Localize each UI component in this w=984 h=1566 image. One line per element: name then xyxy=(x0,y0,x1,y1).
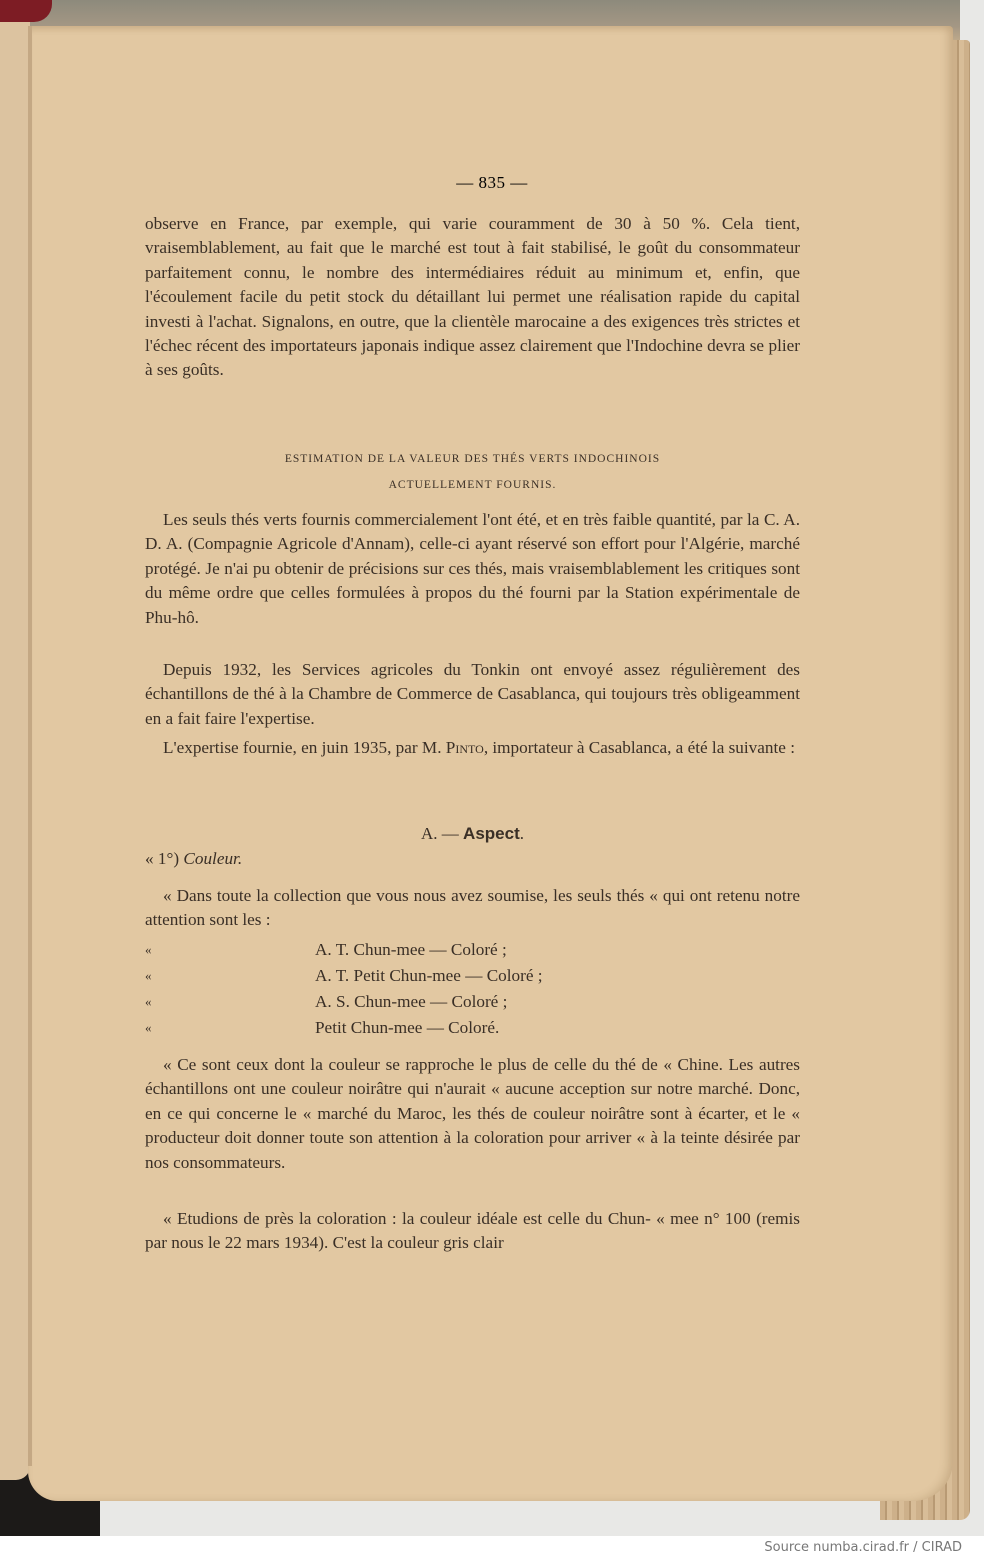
list-item-text: A. S. Chun-mee — Coloré ; xyxy=(315,992,508,1011)
quote-mark: « xyxy=(145,1020,152,1035)
section-suffix: . xyxy=(519,824,524,843)
section-title-text: Aspect xyxy=(463,824,520,843)
tea-list xyxy=(145,938,800,1042)
list-item xyxy=(145,1016,800,1042)
source-credit: Source numba.cirad.fr / CIRAD xyxy=(764,1540,962,1555)
list-item xyxy=(145,938,800,964)
quote-2: « Ce sont ceux dont la couleur se rapproche le plus de celle du thé de « Chine. Les autres échantillons ont une couleur noirâtre qui n'aurait « aucune acception sur notre marché. Donc, en ce qui concerne le « marché du Maroc, les thés de couleur noirâtre sont à écarter, et le « producteur doit donner toute son attention à la coloration pour arriver « à la teinte désirée par nos consommateurs. xyxy=(145,1055,800,1172)
quote-mark: « xyxy=(145,942,152,957)
paragraph-1: observe en France, par exemple, qui varie couramment de 30 à 50 %. Cela tient, vraisemblablement, au fait que le marché est tout à fait stabilisé, le goût du consommateur parfaitement connu, le nombre des intermédiaires réduit au minimum et, enfin, que l'écoulement facile du petit stock du détaillant lui permet une réalisation rapide du capital investi à l'achat. Signalons, en outre, que la clientèle marocaine a des exigences très strictes et l'échec récent des importateurs japonais indique assez clairement que l'Indochine devra se plier à ses goûts. xyxy=(145,214,800,380)
page-number: — 835 — xyxy=(456,173,528,192)
section-heading xyxy=(145,452,800,492)
subsection-title xyxy=(145,847,242,871)
list-item-text: Petit Chun-mee — Coloré. xyxy=(315,1018,500,1037)
page-gutter xyxy=(28,26,32,1466)
list-item xyxy=(145,990,800,1016)
section-prefix: A. — xyxy=(421,824,464,843)
paragraph-4 xyxy=(145,736,800,760)
section-title xyxy=(145,822,800,846)
paragraph-2: Les seuls thés verts fournis commercialement l'ont été, et en très faible quantité, par la C. A. D. A. (Compagnie Agricole d'Annam), celle-ci ayant réservé son effort pour l'Algérie, marché protégé. Je n'ai pu obtenir de précisions sur ces thés, mais vraisemblablement les critiques sont du même ordre que celles formulées à propos du thé fourni par la Station expérimentale de Phu-hô. xyxy=(145,510,800,627)
quote-mark: « xyxy=(145,994,152,1009)
heading-line-1: ESTIMATION DE LA VALEUR DES THÉS VERTS INDOCHINOIS xyxy=(284,453,661,465)
paragraph-3: Depuis 1932, les Services agricoles du Tonkin ont envoyé assez régulièrement des échantillons de thé à la Chambre de Commerce de Casablanca, qui toujours très obligeamment en a fait faire l'expertise. xyxy=(145,660,800,728)
list-item-text: A. T. Petit Chun-mee — Coloré ; xyxy=(315,966,543,985)
list-item-text: A. T. Chun-mee — Coloré ; xyxy=(315,940,507,959)
subsection-title-text: Couleur. xyxy=(183,849,243,868)
quote-mark: « xyxy=(145,968,152,983)
heading-line-2: ACTUELLEMENT FOURNIS. xyxy=(388,479,557,491)
quote-1: « Dans toute la collection que vous nous avez soumise, les seuls thés « qui ont retenu notre attention sont les : xyxy=(145,886,800,930)
paragraph-4-after: , importateur à Casablanca, a été la suivante : xyxy=(483,738,795,757)
bookmark-ribbon xyxy=(0,0,52,22)
paragraph-4-before: L'expertise fournie, en juin 1935, par M. xyxy=(163,738,446,757)
quote-3: « Etudions de près la coloration : la couleur idéale est celle du Chun- « mee n° 100 (remis par nous le 22 mars 1934). C'est la couleur gris clair xyxy=(145,1209,800,1253)
person-name: Pinto xyxy=(445,738,484,757)
subsection-prefix: « 1°) xyxy=(145,849,184,868)
list-item xyxy=(145,964,800,990)
left-page-edge xyxy=(0,20,30,1480)
